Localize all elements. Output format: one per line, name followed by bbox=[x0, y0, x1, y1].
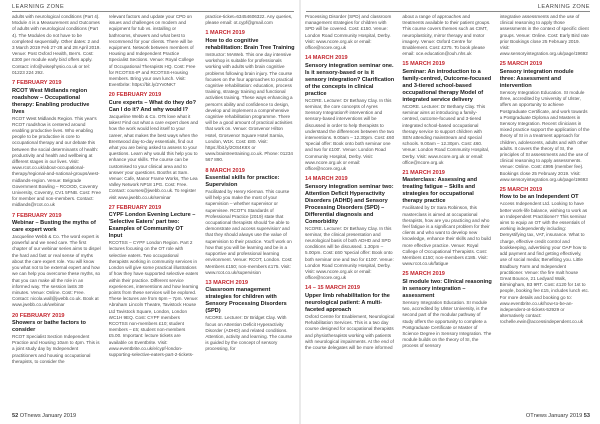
event-entry bbox=[12, 213, 102, 309]
event-description: Facilitated by Dr Sara Robinson, this masterclass is aimed at occupational therapists, how are you practicing and who feel fatigue is a significant problem for their clients and who want to develop new knowledge, enhance their skills and to build more effective practice. Venue: Royal College of Occupational Therapists. Cost: Members £150; non-members £185. Visit: www.rcot.co.uk/fatigue bbox=[402, 205, 491, 267]
event-date: 27 FEBRUARY 2019 bbox=[108, 204, 162, 211]
event-entry bbox=[402, 61, 492, 166]
event-description: NCORE. Lecturer: Dr Bethany Clay. In this seminar, the clinical presentation and neurological basis of both ADHD and SPD conditions will be discussed. 1.30pm – 5.00pm. Cost: £60 'special offer: Book onto both seminar one and two for £100'. Venue: London Road Community Hospital, Derby. Visit: www.ncore.org.uk or email: office@ncore.org.uk bbox=[305, 225, 394, 281]
event-description: practice-ticket=63454606322. Any queries, please email: ot.cypf@gmail.com bbox=[205, 14, 293, 26]
event-date: 14 MARCH 2019 bbox=[305, 176, 348, 183]
event-description: Jacqueline Webb & Co. The word expert is powerful and we need care. The first chapter of our webinar series aims to dispel the hard and fast or real sense of myths about the care expert role. You will know you what not to be external expert and how we can help you overcome these myths, so that you can make all the role in an informed way. The session lasts 30 minutes. Venue: Online. Cost: Free. Contact: nicola.wall@jwebb.co.uk. Book at www.jwebb.co.uk/webinar bbox=[12, 234, 101, 308]
event-description: Sensory Integration Education. SI module two, accredited by Ulster University, is the second part of the modular pathway of study offers the opportunity to complete a Postgraduate Certificate or Master of Science Degree in Sensory Integration. The module builds on the theory of SI, the process of sensory bbox=[402, 299, 492, 349]
event-entry bbox=[205, 168, 295, 276]
event-description: Jacqueline Webb & Co. OTs love what it takes! Find out what a care expert does and how the work would lend itself to your career, what makes the best ways when the Brentwood day-to-day essentials, find out what you are being asked to assess to your questions. Learn why would this help you to enhance your skills. The course can be customised to your clinical area and to answer your questions. Booths at Sam. Venue: Cafe, Manor Frame Works, The Lea Valley Network NP18 1PG. Cost: Free. Contact: courses@jwebb.co.uk. To register visit www.jwebb.co.uk/seminar bbox=[108, 113, 199, 200]
event-date: 7 FEBRUARY 2019 bbox=[12, 80, 62, 87]
event-continuation bbox=[12, 14, 102, 76]
event-description: NCORE. Lecturer: Dr Bethany Clay. This seminar aims at introducing a family-centred, outcome-focused and 3-tiered integrated school-based occupational therapy service to support children with SEN attending mainstream and special schools. 9.00am – 12.30pm. Cost: £60. Venue: London Road Community Hospital, Derby. Visit: www.ncore.org.uk or email: office@ncore.org.uk bbox=[402, 103, 490, 165]
event-entry bbox=[500, 61, 590, 183]
event-title: RCOT West Midlands region roadshow – Occupational therapy: Enabling productive lives bbox=[12, 87, 90, 115]
column bbox=[402, 14, 492, 408]
event-title: Sensory integration seminar two: Attention Deficit Hyperactivity Disorders (ADHD) and Sensory Processing Disorders (SPD) – Differential diagnosis and Comorbidity bbox=[305, 183, 394, 225]
event-entry bbox=[12, 313, 102, 366]
event-title: Sensory integration seminar one. Is it sensory-based or is it sensory integration? Clarification of the concepts in clinical practice bbox=[305, 62, 395, 97]
event-entry bbox=[305, 55, 395, 172]
publication-label: OTnews January 2019 bbox=[525, 413, 584, 419]
page-footer bbox=[526, 413, 590, 419]
page-number: 52 bbox=[12, 413, 19, 419]
event-description: Facilitated by Henry Kiernan. This course will help you make the most of your supervision – whether supervisor or supervisee. RCOT's Standards of Professional Practice (2019) state that occupational therapists should 'be able to demonstrate and access supervision' and that they should always use the value of supervision to their practice. You'll work on how that you will be learning and be in a supportive and professional learning environment. Venue: RCOT, London. Cost: Members £150; non-members £175. Visit: www.rcot.co.uk/supervision bbox=[205, 189, 293, 275]
event-description: NCORE. Lecturer: Dr Bethany Clay. In this seminar, the core concepts of Ayres Sensory Integration® intervention and sensory-based interventions will be discussed in order to help therapists to understand the differences between the two interventions. 9.00am – 12.30pm. Cost: £60 'special offer: Book onto both seminar one and two for £100'. Venue: London Road Community Hospital, Derby. Visit: www.ncore.org.uk or email: office@ncore.org.uk bbox=[305, 97, 395, 171]
header-rule bbox=[12, 11, 294, 12]
event-date: 7 FEBRUARY 2019 bbox=[12, 212, 62, 219]
event-title: SI module two: Clinical reasoning in sensory integration – assessment bbox=[402, 278, 492, 299]
event-date: 1 MARCH 2019 bbox=[205, 30, 245, 37]
event-description: adults with neurological conditions (Part 4). Module 4 is a Measurement and Outcomes of adults with neurological conditions (Part 4). The Modules do not have to be completed sequentially. Other dates: 2 and 3 March 2019 Feb 27-28 and 28 April 2019. Venue: Post Oxford Health, Ben's. Cost: £300 per module early bird offers apply. Contact: info@wisephysio.co.uk or tel: 01223 224 292. bbox=[12, 14, 101, 75]
column bbox=[305, 14, 395, 408]
event-description: RCOTSS – CYPF London Region. Part 2 lectures focusing on the OT role with selective eaters. Two occupational therapists working in community services in London will give some practical illustrations of how they have supported selective eaters within their practice. Different service experiences, interventions and how learning points from these services will be explored. These lectures are from 6pm – 7pm. Venue: Abraham Lincoln Theatre, Tavistock House Ltd Tavistock Square, London, London WC1H 9EQ. Cost: CYPF members RCOTSS non-members £10; student members – £5; student non-members £5.00. Important: lecture tickets are available on Eventbrite. Visit: www.eventbrite.co.uk/e/cypf-london-supporting-selective-eaters-part-2-tickets- bbox=[108, 240, 199, 357]
event-description: relevant factors and update your CPD on issues and challenges on modern and equipment for tub vs. installing or bathrooms, showers and what best to recommend for your clients. There will be equipment. Network between members of Housing and Independent Practice Specialist Sections. Venue: Royal College of Occupational Therapists HQ. Cost: Free for RCOTSS-IP and RCOTSS-Housing members. Bring your own lunch. Visit: Eventbrite: https://bit.ly/2Yv0NK7 bbox=[108, 14, 196, 88]
column bbox=[500, 14, 590, 408]
event-description: Processing Disorder (SPD) and classroom management strategies for children with SPD will be covered. Cost: £150. Venue: London Road Community Hospital, Derby. Visit: www.ncore.org.uk or email: office@ncore.org.uk bbox=[305, 14, 392, 51]
event-continuation bbox=[305, 14, 395, 51]
event-date: 21 MARCH 2019 bbox=[402, 169, 445, 176]
event-title: Classroom management strategies for children with Sensory Processing Disorders (SPD) bbox=[205, 287, 287, 315]
event-entry bbox=[109, 92, 199, 200]
event-columns bbox=[12, 14, 295, 408]
event-entry bbox=[402, 170, 492, 268]
event-description: NCORE. Lecturer: Dr Bridget Clay. With focus on Attention Deficit Hyperactivity Disorder (ADHD) and related conditions. Attention, activity and learning. The course is guided by the concept of sensory processing, for bbox=[205, 315, 293, 352]
event-description: Oxford Centre for Enablement, Neurological Rehabilitation Services. This is a two day course designed for occupational therapists and physiotherapists working with patients with neurological impairments. At the end of the course delegates will be more informed bbox=[305, 313, 395, 350]
column bbox=[12, 14, 102, 408]
event-date: 13 MARCH 2019 bbox=[205, 279, 248, 286]
event-columns bbox=[305, 14, 590, 408]
event-title: Masterclass: Assessing and treating fatigue – Skills and strategies for occupational therapy practice bbox=[402, 177, 478, 205]
event-title: How to do cognitive rehabilitation: Brain Tree Training bbox=[205, 37, 295, 51]
event-description: Instructor: MAWeb. This one day intensive workshop is suitable for professionals working with adults with brain cognitive problems following brain injury. The course focuses on the four approaches to practical cognitive rehabilitation: education, process training, strategy training and functional activities training. These ways enhancing a person's ability and confidence to design, develop and implement a comprehensive cognitive rehabilitation programme. There will be a good amount of practical activities that work on. Venue: Grosvenor Hilton Hotel, Grosvenor Square Hotel Sarnia, London, W1K. Cost: £80. Visit: https://bit.ly/2OS4K8X or www.braintreetraining.co.uk. Phone: 01234 567 890. bbox=[205, 51, 294, 163]
event-date: 25 MARCH 2019 bbox=[499, 61, 543, 68]
event-entry bbox=[205, 30, 295, 163]
publication-label: OTnews January 2019 bbox=[18, 413, 77, 419]
event-title: Upper limb rehabilitation for the neurological patient: A multi-faceted approach bbox=[305, 292, 390, 313]
event-date: 25 MARCH 2019 bbox=[499, 186, 543, 193]
event-title: Webinar – Busting the myths of care expert work bbox=[12, 220, 96, 234]
section-header: LEARNING ZONE bbox=[12, 4, 65, 10]
event-entry bbox=[109, 205, 199, 358]
event-description: Sensory Integration Education. SI module three, accredited by University of Ulster, offers an opportunity to achieve Postgraduate Certificate, and work towards a Postgraduate Diploma and Masters in Sensory Integration. Recent clinicians in mixed practice support the application of the theory of SI in a treatment approach for children, adolescents, adults and with other adults. It covers the theory of SI, the principles of SI assessments and the use of clinical reasoning to apply assessments. Venue: Online. Cost: £995 (member fee). Bookings close 25 February 2019. Visit: www.sensoryintegration.org.uk/page/19693 bbox=[499, 89, 590, 182]
event-entry bbox=[500, 187, 590, 326]
event-title: Seminar: An introduction to a family-centred, Outcome-focused and 3-tiered school-based occupational therapy Model of integrated service delivery bbox=[402, 68, 492, 103]
event-continuation bbox=[402, 14, 492, 57]
section-header: LEARNING ZONE bbox=[537, 4, 590, 10]
event-entry bbox=[305, 285, 395, 351]
event-title: CYPF London Evening Lecture – 'Selective Eaters' part two: Examples of Community OT Input bbox=[108, 212, 196, 240]
event-title: Essential skills for practice: Supervision bbox=[205, 175, 280, 189]
event-date: 15 MARCH 2019 bbox=[402, 61, 445, 68]
event-date: 8 MARCH 2019 bbox=[205, 167, 245, 174]
event-description: RCOT Specialist Section Independent Practice and Housing 10am to 4pm. This is a joint study day by Independent practitioners and housing occupational therapists, to consider the bbox=[12, 334, 100, 364]
right-page bbox=[300, 0, 600, 424]
event-date: 14 MARCH 2019 bbox=[305, 55, 348, 62]
column bbox=[205, 14, 295, 408]
page-footer bbox=[12, 413, 76, 419]
event-date: 25 MARCH 2019 bbox=[402, 271, 445, 278]
event-description: RCOT West Midlands Region. This year's RCOT roadshow is centered around enabling productive lives. Who enabling people to be productive is core to occupational therapy and our debate this between the social determinants of health: productivity and health and wellbeing at different stages in our lives. Visit: www.rcot.co.uk/about-occupational-therapy/regional-and-national-groups/west-midlands-region. Venue: Belgrade Government Bowling – RCOOD, Coventry University, Coventry, CV1 5FNB. Cost: Free for member and non-members. Contact: midlands@rcot.co.uk bbox=[12, 115, 101, 208]
event-title: How to be an Independent OT bbox=[499, 194, 579, 201]
page-number: 53 bbox=[583, 413, 590, 419]
event-description: Access Independent Ltd. Looking to have better work-life balance, wishing to work as an Independent Practitioner? This seminar aims to equip an OT with the essentials of working independently including: Demystifying tax, VAT, insurance. What to charge, effective credit control and bookkeeping, advertising your OAP how to add payment and find getting effectively, use of social media; Benefiting you. Little Bradbury Farm and Independent practitioner. Venue: the fire malt house Great Bounce, 21 Ledyard Walk, Birmingham, B3 9RT. Cost: £120 for 1st to people, booking fee £15, includes lunch etc. For more details and booking go to: www.eventbrite.co.uk/how-to-be-an-independent-ot-tickets-52929 or alternatively contact: rochelle.ewin@accessindependent.co.uk bbox=[499, 201, 590, 325]
column bbox=[109, 14, 199, 408]
event-date: 20 FEBRUARY 2019 bbox=[108, 92, 162, 99]
event-entry bbox=[205, 280, 295, 353]
event-date: 14 – 15 MARCH 2019 bbox=[305, 285, 361, 292]
event-continuation bbox=[109, 14, 199, 88]
event-title: Cure experts – What do they do? Can I do it? And why would I? bbox=[108, 99, 197, 113]
event-title: Showers or bathe factors to consider bbox=[12, 320, 86, 334]
event-title: Sensory integration module three: Assessment and intervention bbox=[499, 68, 574, 89]
event-entry bbox=[305, 176, 395, 281]
event-continuation bbox=[500, 14, 590, 57]
event-description: integrative assessments and the use of clinical reasoning to apply those assessments in the context of specific client groups. Venue: Online. Cost: Early Bird rate prior Bookings close 25 February 2019. Visit: www.sensoryintegration.org.uk/page/19692 bbox=[499, 14, 589, 57]
event-entry bbox=[402, 271, 492, 349]
event-description: about a range of approaches and treatments available to their patient groups. This course covers themes such as CIMT, neuroplasticity, mirror therapy and motor imagery. Venue: Oxford Centre for Enablement. Cost: £275. To book please email: oce.education@ouh.nhs.uk bbox=[402, 14, 491, 57]
event-date: 20 FEBRUARY 2019 bbox=[12, 312, 65, 319]
event-entry bbox=[12, 80, 102, 209]
event-continuation bbox=[205, 14, 295, 26]
header-rule bbox=[306, 11, 590, 12]
